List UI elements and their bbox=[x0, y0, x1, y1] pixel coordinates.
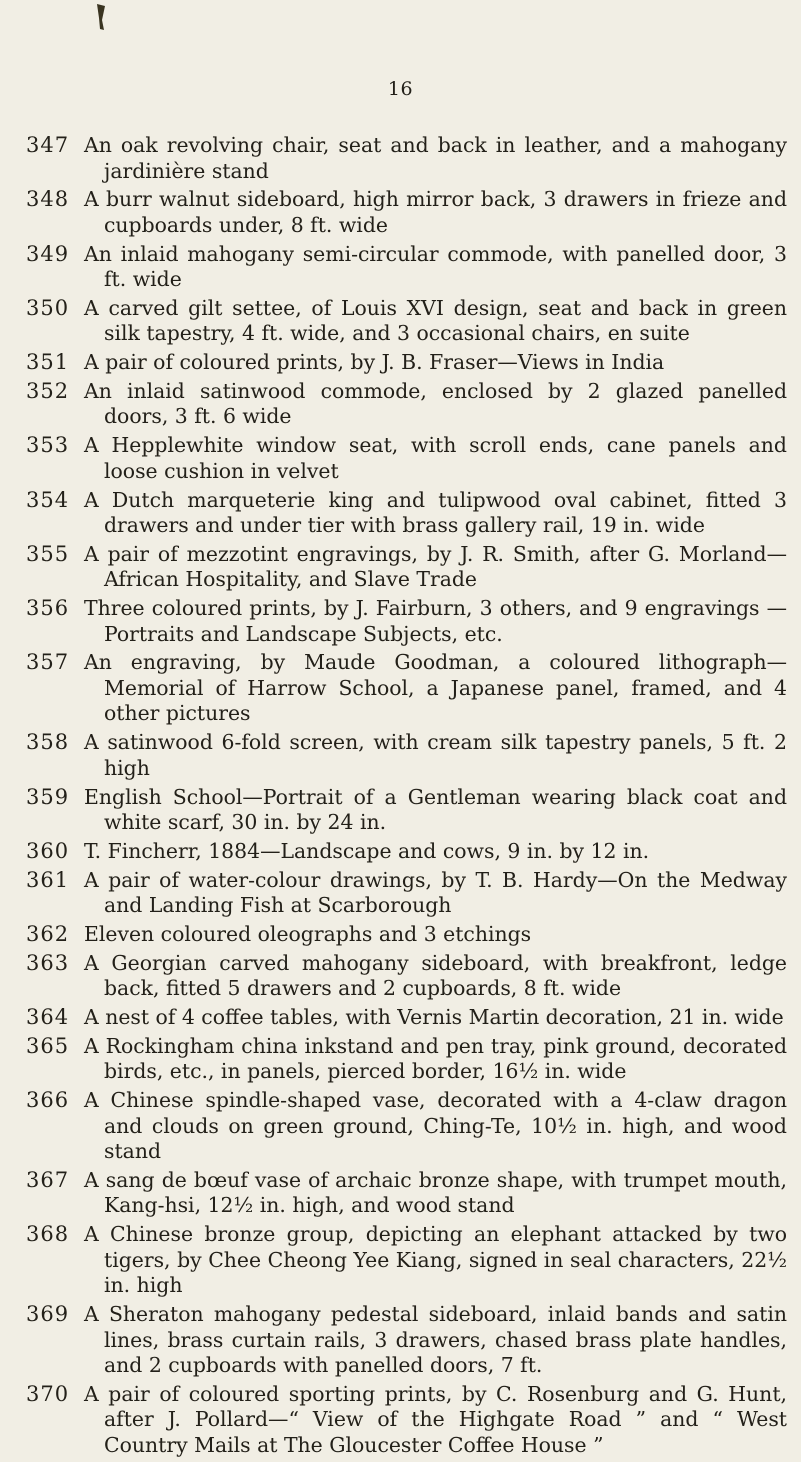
lot-description: An inlaid mahogany semi-circular commode, with panelled door, 3 ft. wide bbox=[84, 241, 787, 292]
lot-entry bbox=[0, 187, 801, 238]
lot-number: 362 bbox=[26, 921, 70, 946]
corner-mark-icon bbox=[96, 2, 106, 32]
lot-description: A Chinese bronze group, depicting an elephant attacked by two tigers, by Chee Cheong Yee Kiang, signed in seal characters, 22½ in. high bbox=[84, 1222, 787, 1298]
lot-number: 365 bbox=[26, 1033, 70, 1058]
lot-entry bbox=[0, 868, 801, 919]
lot-description: A Georgian carved mahogany sideboard, with breakfront, ledge back, fitted 5 drawers and 2 cupboards, 8 ft. wide bbox=[84, 950, 787, 1001]
lot-number: 350 bbox=[26, 295, 70, 320]
lot-number: 353 bbox=[26, 433, 70, 458]
lot-number: 366 bbox=[26, 1088, 70, 1113]
lot-description: A pair of water-colour drawings, by T. B. Hardy—On the Medway and Landing Fish at Scarborough bbox=[84, 867, 787, 918]
lot-description: An inlaid satinwood commode, enclosed by 2 glazed panelled doors, 3 ft. 6 wide bbox=[84, 378, 787, 429]
lot-number: 356 bbox=[26, 596, 70, 621]
lot-description: A Dutch marqueterie king and tulipwood oval cabinet, fitted 3 drawers and under tier with brass gallery rail, 19 in. wide bbox=[84, 487, 787, 538]
lot-entry bbox=[0, 133, 801, 184]
lot-number: 358 bbox=[26, 730, 70, 755]
lot-description: Three coloured prints, by J. Fairburn, 3 others, and 9 engravings —Portraits and Landscape Subjects, etc. bbox=[84, 596, 787, 646]
lot-description: A satinwood 6-fold screen, with cream silk tapestry panels, 5 ft. 2 high bbox=[84, 730, 787, 780]
lot-entry bbox=[0, 379, 801, 430]
lot-description: An engraving, by Maude Goodman, a coloured lithograph—Memorial of Harrow School, a Japanese panel, framed, and 4 other pictures bbox=[84, 650, 787, 726]
lot-entry bbox=[0, 1302, 801, 1379]
lot-number: 347 bbox=[26, 133, 70, 157]
lot-entry bbox=[0, 1382, 801, 1459]
lot-entry bbox=[0, 730, 801, 781]
lot-description: Eleven coloured oleographs and 3 etchings bbox=[84, 921, 532, 946]
lot-entry bbox=[0, 542, 801, 593]
lot-entry bbox=[0, 922, 801, 948]
lot-entry bbox=[0, 242, 801, 293]
lot-number: 361 bbox=[26, 867, 70, 892]
lot-entry bbox=[0, 296, 801, 347]
lot-entry bbox=[0, 839, 801, 865]
lot-description: T. Fincherr, 1884—Landscape and cows, 9 in. by 12 in. bbox=[84, 838, 650, 863]
lot-entry bbox=[0, 1005, 801, 1031]
lot-entry bbox=[0, 785, 801, 836]
lot-description: A Sheraton mahogany pedestal sideboard, inlaid bands and satin lines, brass curtain rails, 3 drawers, chased brass plate handles, and 2 cupboards with panelled doors, 7 ft. bbox=[84, 1302, 787, 1378]
lot-description: English School—Portrait of a Gentleman wearing black coat and white scarf, 30 in. by 24 in. bbox=[84, 784, 787, 835]
lot-number: 351 bbox=[26, 350, 70, 375]
lot-number: 360 bbox=[26, 838, 70, 863]
lot-number: 348 bbox=[26, 187, 70, 212]
lot-description: A Chinese spindle-shaped vase, decorated with a 4-claw dragon and clouds on green ground, Ching-Te, 10½ in. high, and wood stand bbox=[84, 1088, 787, 1164]
lot-entry bbox=[0, 951, 801, 1002]
lot-entry bbox=[0, 650, 801, 727]
lot-number: 354 bbox=[26, 487, 70, 512]
lot-entry bbox=[0, 1168, 801, 1219]
lot-description: A pair of mezzotint engravings, by J. R. Smith, after G. Morland—African Hospitality, and Slave Trade bbox=[84, 541, 787, 592]
lot-description: A sang de bœuf vase of archaic bronze shape, with trumpet mouth, Kang-hsi, 12½ in. high, and wood stand bbox=[84, 1167, 787, 1218]
lot-number: 355 bbox=[26, 541, 70, 566]
lot-description: A burr walnut sideboard, high mirror back, 3 drawers in frieze and cupboards under, 8 ft. wide bbox=[84, 187, 787, 237]
lot-description: A carved gilt settee, of Louis XVI design, seat and back in green silk tapestry, 4 ft. wide, and 3 occasional chairs, en suite bbox=[84, 295, 787, 346]
lot-entry bbox=[0, 1222, 801, 1299]
lot-number: 352 bbox=[26, 378, 70, 403]
lot-number: 349 bbox=[26, 241, 70, 266]
lot-entry bbox=[0, 488, 801, 539]
lot-number: 357 bbox=[26, 650, 70, 675]
lot-entry bbox=[0, 1034, 801, 1085]
lot-entry bbox=[0, 1088, 801, 1165]
lot-description: A nest of 4 coffee tables, with Vernis Martin decoration, 21 in. wide bbox=[84, 1005, 784, 1030]
lot-number: 364 bbox=[26, 1005, 70, 1030]
lot-number: 368 bbox=[26, 1222, 70, 1247]
lot-description: An oak revolving chair, seat and back in leather, and a mahogany jardinière stand bbox=[84, 133, 787, 183]
lot-entry bbox=[0, 433, 801, 484]
lot-entry bbox=[0, 350, 801, 376]
lot-number: 370 bbox=[26, 1381, 70, 1406]
lot-number: 369 bbox=[26, 1302, 70, 1327]
lot-description: A Rockingham china inkstand and pen tray, pink ground, decorated birds, etc., in panels, pierced border, 16½ in. wide bbox=[84, 1033, 787, 1084]
lot-description: A pair of coloured sporting prints, by C. Rosenburg and G. Hunt, after J. Pollard—“ View of the Highgate Road ” and “ West Country Mails at The Gloucester Coffee House ” bbox=[84, 1381, 787, 1457]
lot-entry bbox=[0, 596, 801, 647]
lot-description: A Hepplewhite window seat, with scroll ends, cane panels and loose cushion in velvet bbox=[84, 433, 787, 483]
page-number: 16 bbox=[387, 78, 414, 100]
lot-number: 367 bbox=[26, 1167, 70, 1192]
lot-number: 363 bbox=[26, 950, 70, 975]
lot-description: A pair of coloured prints, by J. B. Fraser—Views in India bbox=[84, 350, 665, 375]
lot-number: 359 bbox=[26, 784, 70, 809]
lot-list bbox=[0, 133, 801, 1462]
